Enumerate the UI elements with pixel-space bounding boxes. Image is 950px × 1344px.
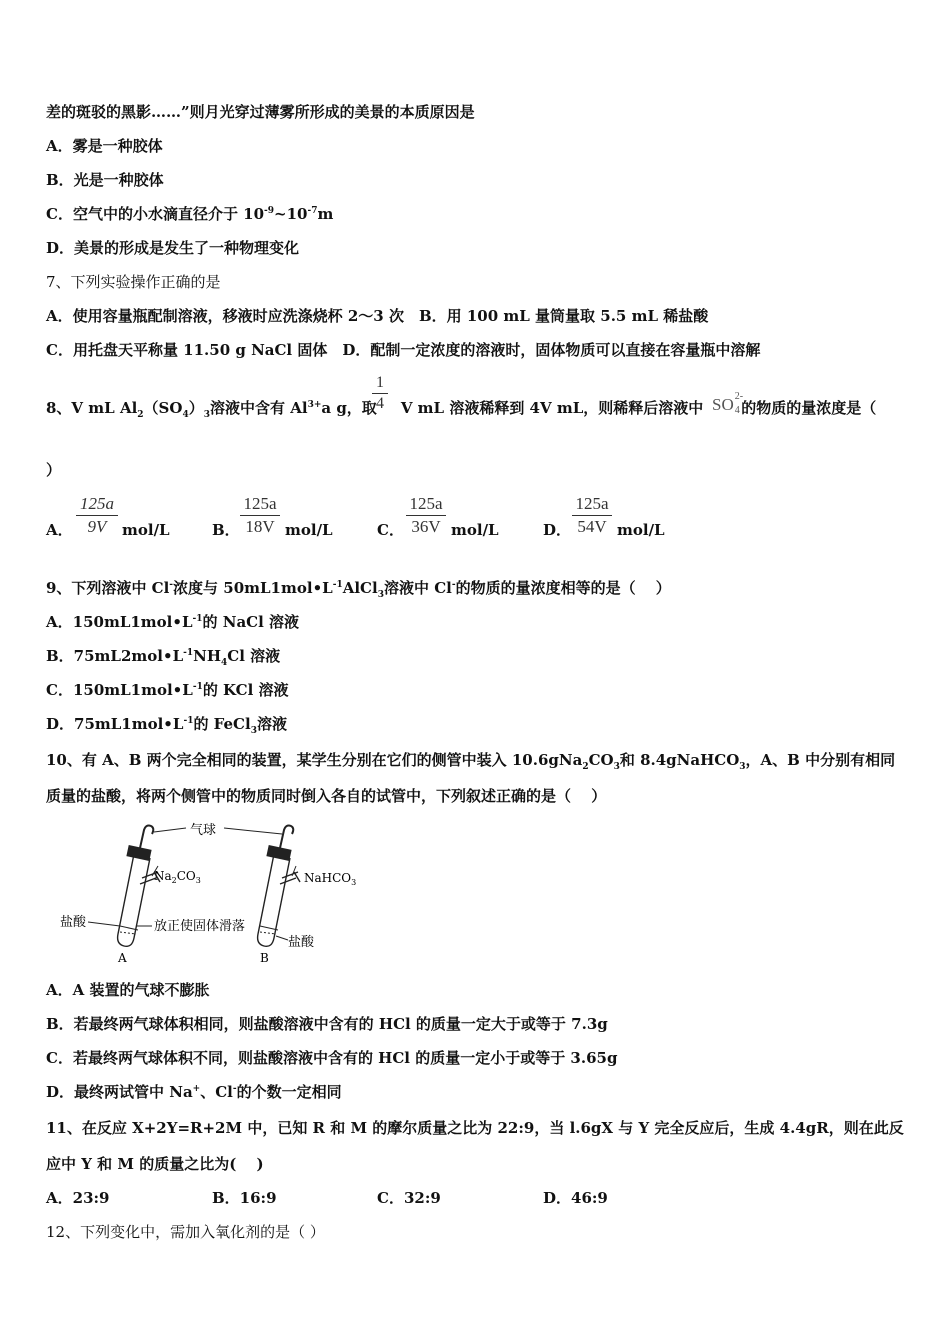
q11-option-a: A．23:9 (46, 1189, 110, 1207)
q8-option-a-unit: mol/L (122, 521, 170, 539)
na2co3-label: $Na_2CO_3$ (154, 869, 201, 885)
label-a: A (118, 951, 127, 965)
hcl-label-right: 盐酸 (288, 935, 315, 950)
q9-stem: 9、下列溶液中 Cl-浓度与 $50mL1mol•L^{-1}AlCl_3$溶液中 Cl-的物质的量浓度相等的是（ ） (46, 579, 671, 600)
q10-option-b: B．若最终两气球体积相同，则盐酸溶液中含有的 HCl 的质量一定大于或等于 7.3g (46, 1015, 608, 1033)
q8-option-c-fraction: $\frac{125a}{36V}$ (406, 494, 446, 537)
q10-option-a: A．A 装置的气球不膨胀 (46, 981, 210, 999)
q11-option-d: D．46:9 (543, 1189, 608, 1207)
q8-option-c-label: C． (377, 521, 404, 539)
q9-option-b: B．$75mL2mol•L^{-1}NH_4Cl$ 溶液 (46, 647, 281, 668)
q6-option-b: B．光是一种胶体 (46, 171, 164, 189)
q6-option-a: A．雾是一种胶体 (46, 137, 163, 155)
q6-option-d: D．美景的形成是发生了一种物理变化 (46, 239, 300, 257)
hcl-label-left: 盐酸 (60, 915, 87, 930)
q6-stem-tail: 差的斑驳的黑影……”则月光穿过薄雾所形成的美景的本质原因是 (46, 103, 475, 121)
nahco3-label: NaHCO$_3$ (304, 871, 357, 887)
q8-close-paren: ） (46, 461, 62, 479)
q10-apparatus-figure (56, 822, 376, 967)
q9-option-a: A．$150mL1mol•L^{-1}$的 NaCl 溶液 (46, 613, 300, 631)
balloon-label: 气球 (190, 823, 217, 838)
q8-option-c-unit: mol/L (451, 521, 499, 539)
q8-option-a-fraction: $\frac{125a}{9V}$ (76, 494, 118, 537)
q8-stem: 8、V mL $Al_2(SO_4)_3$溶液中含有 $Al^{3+}a$ g，取 V mL 溶液稀释到 4V mL，则稀释后溶液中 的物质的量浓度是（ (46, 399, 877, 420)
q12-stem: 12、下列变化中，需加入氧化剂的是（ ） (46, 1223, 325, 1241)
q8-option-b-unit: mol/L (285, 521, 333, 539)
q8-option-a-label: A． (46, 521, 73, 539)
q6-option-c: C．空气中的小水滴直径介于 $10^{-9}\sim 10^{-7}m$ (46, 205, 334, 223)
q7-stem: 7、下列实验操作正确的是 (46, 273, 221, 291)
q8-sulfate-ion: SO 2- 4 (712, 391, 744, 416)
q8-option-d-label: D． (543, 521, 572, 539)
q8-option-b-fraction: $\frac{125a}{18V}$ (240, 494, 280, 537)
q7-options-ab: A．使用容量瓶配制溶液，移液时应洗涤烧杯 2～3 次 B．用 100 mL 量筒量取 5.5 mL 稀盐酸 (46, 307, 709, 325)
q7-options-cd: C．用托盘天平称量 11.50 g NaCl 固体 D．配制一定浓度的溶液时，固体物质可以直接在容量瓶中溶解 (46, 341, 761, 359)
q10-option-d: D．最终两试管中 Na+、Cl-的个数一定相同 (46, 1083, 342, 1101)
q10-option-c: C．若最终两气球体积不同，则盐酸溶液中含有的 HCl 的质量一定小于或等于 3.65g (46, 1049, 618, 1067)
q10-stem-line1: 10、有 A、B 两个完全相同的装置，某学生分别在它们的侧管中装入 $10.6gNa_2CO_3$和 8.4gNaHCO$_3$，A、B 中分别有相同 (46, 751, 896, 772)
label-b: B (260, 951, 269, 965)
q9-option-d: D．$75mL1mol•L^{-1}$的 FeCl$_3$溶液 (46, 715, 287, 736)
q8-option-d-unit: mol/L (617, 521, 665, 539)
q11-stem-line1: 11、在反应 X+2Y=R+2M 中，已知 R 和 M 的摩尔质量之比为 22:9，当 l.6gX 与 Y 完全反应后，生成 4.4gR，则在此反 (46, 1119, 904, 1137)
q8-option-d-fraction: $\frac{125a}{54V}$ (572, 494, 612, 537)
q9-option-c: C．$150mL1mol•L^{-1}$的 KCl 溶液 (46, 681, 289, 699)
q11-option-c: C．32:9 (377, 1189, 441, 1207)
slide-note: 放正使固体滑落 (154, 919, 246, 934)
tube-b (258, 826, 300, 947)
q8-option-b-label: B． (212, 521, 240, 539)
q8-fraction-one-quarter: $\frac{1}{4}$ (372, 374, 388, 413)
q11-option-b: B．16:9 (212, 1189, 277, 1207)
q11-stem-line2: 应中 Y 和 M 的质量之比为( ) (46, 1155, 264, 1173)
q10-stem-line2: 质量的盐酸，将两个侧管中的物质同时倒入各自的试管中，下列叙述正确的是（ ） (46, 787, 607, 805)
